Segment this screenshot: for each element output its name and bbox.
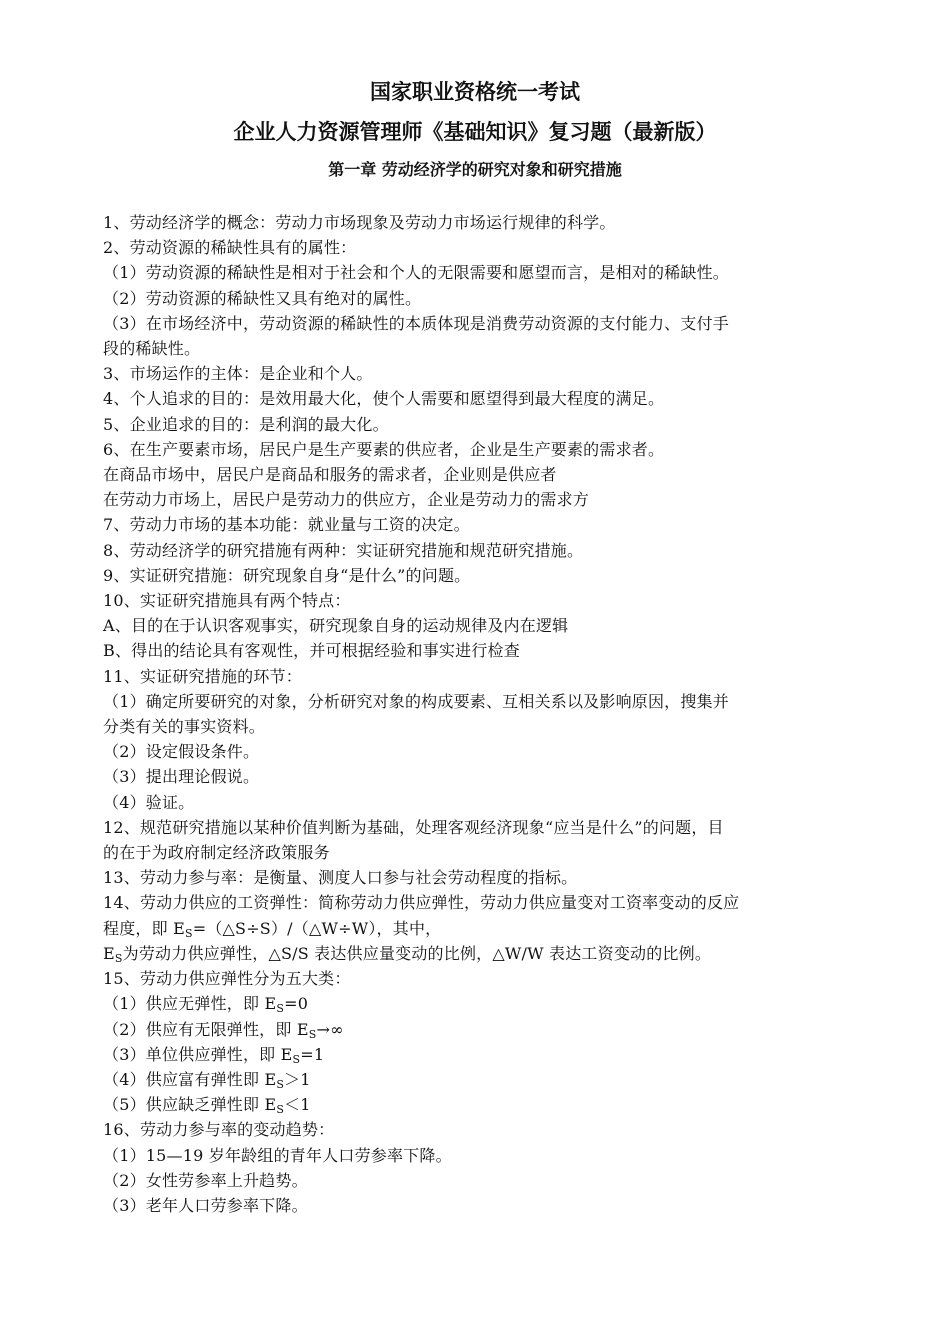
type-subscript: S [276, 1002, 285, 1016]
type-subscript: S [292, 1052, 301, 1066]
text-line: （4）验证。 [103, 792, 195, 812]
elasticity-type-line [103, 1067, 853, 1092]
type-subscript: S [276, 1077, 285, 1091]
text-line: （1）劳动资源的稀缺性是相对于社会和个人的无限需要和愿望而言，是相对的稀缺性。 [103, 263, 729, 283]
text-line: （2）女性劳参率上升趋势。 [103, 1170, 308, 1190]
text-line: 在商品市场中，居民户是商品和服务的需求者，企业则是供应者 [103, 465, 557, 485]
type-prefix: （1）供应无弹性，即 E [103, 994, 277, 1014]
type-suffix: ＞1 [284, 1069, 311, 1089]
formula-subscript: S [184, 926, 193, 940]
text-line: 11、实证研究措施的环节： [103, 666, 302, 686]
chapter-heading: 第一章 劳动经济学的研究对象和研究措施 [328, 160, 622, 179]
text-line: 段的稀缺性。 [103, 339, 201, 359]
es-definition-line [103, 941, 853, 966]
text-line: 6、在生产要素市场，居民户是生产要素的供应者，企业是生产要素的需求者。 [103, 439, 665, 459]
type-suffix: ＜1 [284, 1095, 311, 1115]
elasticity-type-line [103, 1017, 853, 1042]
text-line: 3、市场运作的主体：是企业和个人。 [103, 364, 373, 384]
formula-suffix: =（△S÷S）/（△W÷W），其中， [192, 918, 442, 938]
title-block [0, 72, 950, 186]
text-line: （3）在市场经济中，劳动资源的稀缺性的本质体现是消费劳动资源的支付能力、支付手 [103, 313, 729, 333]
document-title: 国家职业资格统一考试 [370, 79, 580, 104]
type-suffix: =1 [300, 1044, 325, 1064]
text-line: 16、劳动力参与率的变动趋势： [103, 1120, 335, 1140]
text-line: B、得出的结论具有客观性，并可根据经验和事实进行检查 [103, 641, 520, 661]
type-prefix: （4）供应富有弹性即 E [103, 1069, 277, 1089]
type-subscript: S [308, 1027, 317, 1041]
text-line: （3）提出理论假说。 [103, 767, 260, 787]
type-suffix: →∞ [316, 1019, 344, 1039]
text-line: （2）劳动资源的稀缺性又具有绝对的属性。 [103, 288, 422, 308]
text-line: 15、劳动力供应弹性分为五大类： [103, 969, 351, 989]
text-line: 12、规范研究措施以某种价值判断为基础，处理客观经济现象“应当是什么”的问题，目 [103, 817, 724, 837]
es-prefix: E [103, 943, 115, 963]
es-suffix: 为劳动力供应弹性，△S/S 表达供应量变动的比例，△W/W 表达工资变动的比例。 [122, 943, 712, 963]
text-line: 9、实证研究措施：研究现象自身“是什么”的问题。 [103, 565, 471, 585]
text-line: 13、劳动力参与率：是衡量、测度人口参与社会劳动程度的指标。 [103, 868, 578, 888]
text-line: 10、实证研究措施具有两个特点： [103, 591, 351, 611]
document-subtitle: 企业人力资源管理师《基础知识》复习题（最新版） [233, 119, 717, 144]
elasticity-type-line [103, 991, 853, 1016]
text-line: （2）设定假设条件。 [103, 742, 260, 762]
text-line: 的在于为政府制定经济政策服务 [103, 843, 330, 863]
formula-prefix: 程度，即 E [103, 918, 185, 938]
text-line: A、目的在于认识客观事实，研究现象自身的运动规律及内在逻辑 [103, 616, 569, 636]
text-line: 分类有关的事实资料。 [103, 717, 266, 737]
text-line: 7、劳动力市场的基本功能：就业量与工资的决定。 [103, 515, 470, 535]
es-subscript: S [114, 951, 123, 965]
text-line: 2、劳动资源的稀缺性具有的属性： [103, 238, 357, 258]
text-line: 8、劳动经济学的研究措施有两种：实证研究措施和规范研究措施。 [103, 540, 584, 560]
formula-line [103, 916, 853, 941]
type-prefix: （2）供应有无限弹性，即 E [103, 1019, 309, 1039]
document-body [103, 210, 853, 1218]
text-line: （3）老年人口劳参率下降。 [103, 1195, 308, 1215]
type-suffix: =0 [284, 994, 309, 1014]
type-subscript: S [276, 1103, 285, 1117]
text-line: 1、劳动经济学的概念：劳动力市场现象及劳动力市场运行规律的科学。 [103, 213, 616, 232]
text-line: 14、劳动力供应的工资弹性：简称劳动力供应弹性，劳动力供应量变对工资率变动的反应 [103, 893, 740, 913]
type-prefix: （3）单位供应弹性，即 E [103, 1044, 293, 1064]
text-line: 在劳动力市场上，居民户是劳动力的供应方，企业是劳动力的需求方 [103, 490, 590, 510]
text-line: 4、个人追求的目的：是效用最大化，使个人需要和愿望得到最大程度的满足。 [103, 389, 665, 409]
text-line: （1）15—19 岁年龄组的青年人口劳参率下降。 [103, 1145, 452, 1165]
type-prefix: （5）供应缺乏弹性即 E [103, 1095, 277, 1115]
elasticity-type-line [103, 1092, 853, 1117]
text-line: （1）确定所要研究的对象，分析研究对象的构成要素、互相关系以及影响原因，搜集并 [103, 691, 729, 711]
text-line: 5、企业追求的目的：是利润的最大化。 [103, 414, 389, 434]
elasticity-type-line [103, 1042, 853, 1067]
